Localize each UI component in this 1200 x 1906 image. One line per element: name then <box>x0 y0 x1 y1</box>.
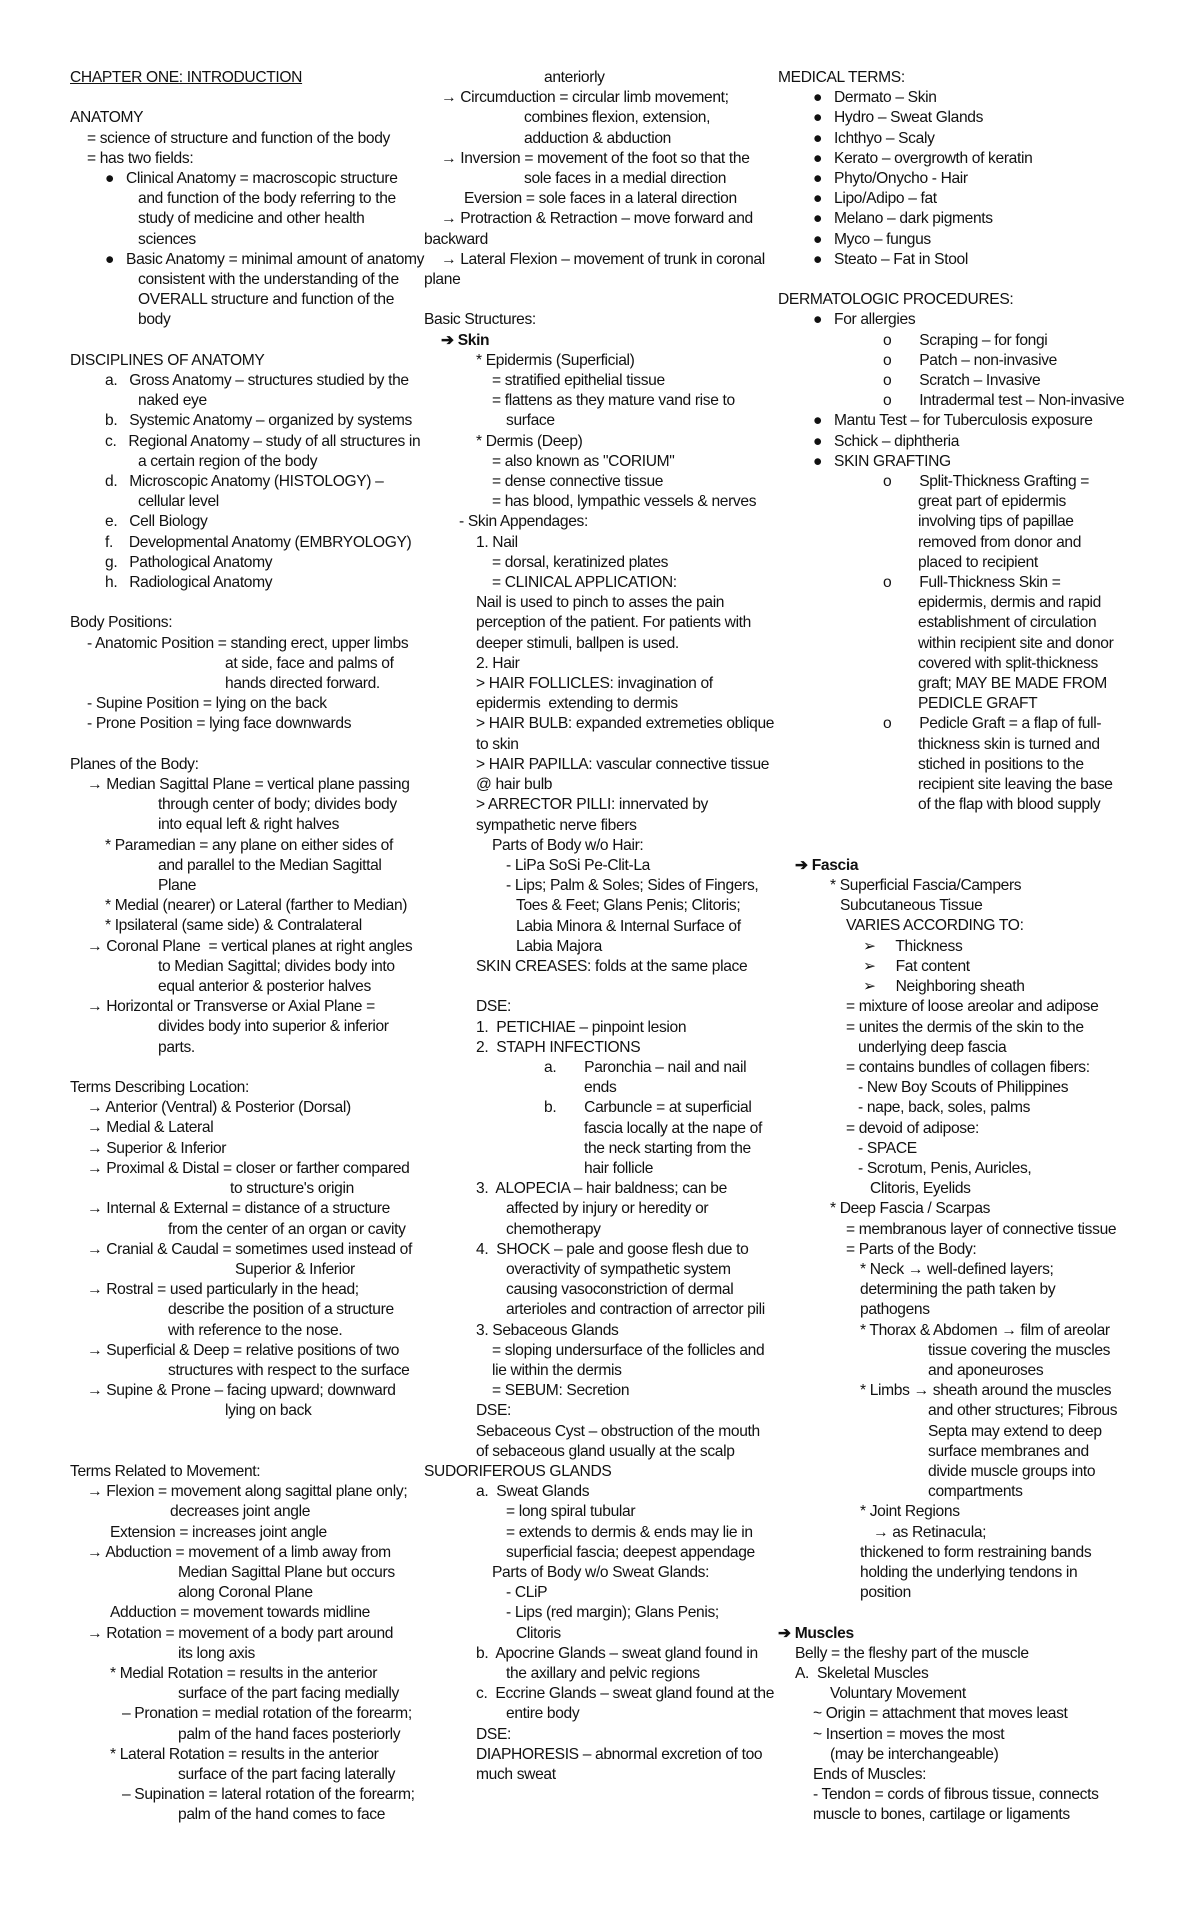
text-line: Toes & Feet; Glans Penis; Clitoris; <box>516 897 741 915</box>
text-line: equal anterior & posterior halves <box>158 978 371 996</box>
text-line: → Flexion = movement along sagittal plane only; <box>87 1483 408 1501</box>
text-line: involving tips of papillae <box>918 513 1074 531</box>
column-1 <box>70 68 425 1826</box>
text-line: Terms Describing Location: <box>70 1079 249 1097</box>
text-line <box>778 836 1130 856</box>
text-line: → Coronal Plane = vertical planes at right angles <box>87 937 413 955</box>
text-line: lying on back <box>225 1402 312 1420</box>
text-line: ends <box>584 1079 617 1097</box>
text-line: e. Cell Biology <box>105 513 208 531</box>
text-line: b. Apocrine Glands – sweat gland found in <box>476 1644 758 1662</box>
text-line: = mixture of loose areolar and adipose <box>846 998 1099 1016</box>
text-line: a. Sweat Glands <box>476 1483 590 1501</box>
text-line: Body Positions: <box>70 614 173 632</box>
text-line <box>70 1442 422 1462</box>
text-line: - Prone Position = lying face downwards <box>87 715 352 733</box>
text-line: much sweat <box>476 1766 556 1784</box>
text-line: ➢ Thickness <box>863 937 963 955</box>
text-line: Labia Majora <box>516 937 602 955</box>
text-line: to structure's origin <box>230 1180 354 1198</box>
text-line: → Horizontal or Transverse or Axial Plane = <box>87 998 375 1016</box>
text-line: ➢ Fat content <box>863 957 970 975</box>
text-line: * Medial (nearer) or Lateral (farther to Median) <box>105 897 408 915</box>
text-line: c. Regional Anatomy – study of all structures in <box>105 432 421 450</box>
text-line: → Inversion = movement of the foot so that the <box>441 149 750 167</box>
text-line: Adduction = movement towards midline <box>110 1604 370 1622</box>
text-line: thickened to form restraining bands <box>860 1543 1092 1561</box>
text-line: thickness skin is turned and <box>918 735 1100 753</box>
text-line: naked eye <box>138 392 207 410</box>
text-line: ● Hydro – Sweat Glands <box>813 109 984 127</box>
text-line: DSE: <box>476 1725 511 1743</box>
text-line: hands directed forward. <box>225 675 380 693</box>
text-line: of the flap with blood supply <box>918 796 1101 814</box>
text-line: DSE: <box>476 998 511 1016</box>
text-line: o Scraping – for fongi <box>883 331 1048 349</box>
text-line: lie within the dermis <box>492 1361 622 1379</box>
text-line: → Superficial & Deep = relative positions of two <box>87 1341 400 1359</box>
text-line: → Supine & Prone – facing upward; downward <box>87 1382 396 1400</box>
text-line: surface of the part facing laterally <box>178 1765 396 1783</box>
text-line: determining the path taken by <box>860 1281 1056 1299</box>
text-line: SUDORIFEROUS GLANDS <box>424 1462 612 1480</box>
text-line: - nape, back, soles, palms <box>858 1099 1031 1117</box>
text-line: = science of structure and function of the body <box>87 129 390 147</box>
text-line <box>70 331 422 351</box>
text-line: = long spiral tubular <box>506 1503 636 1521</box>
text-line: within recipient site and donor <box>918 634 1114 652</box>
text-line: → as Retinacula; <box>873 1523 987 1541</box>
text-line: = also known as "CORIUM" <box>492 452 675 470</box>
text-line: palm of the hand comes to face <box>178 1806 386 1824</box>
text-line: = has two fields: <box>87 149 194 167</box>
text-line: > HAIR PAPILLA: vascular connective tissue <box>476 755 770 773</box>
text-line: divides body into superior & inferior <box>158 1018 389 1036</box>
text-line: - LiPa SoSi Pe-Clit-La <box>506 856 650 874</box>
text-line: ~ Insertion = moves the most <box>813 1725 1005 1743</box>
text-line: → Rostral = used particularly in the head; <box>87 1281 359 1299</box>
text-line: 1. PETICHIAE – pinpoint lesion <box>476 1018 687 1036</box>
text-line: ANATOMY <box>70 109 144 127</box>
text-line: into equal left & right halves <box>158 816 340 834</box>
text-line: adduction & abduction <box>524 129 671 147</box>
text-line: = Parts of the Body: <box>846 1240 977 1258</box>
text-line: affected by injury or heredity or <box>506 1200 709 1218</box>
text-line: tissue covering the muscles <box>928 1341 1111 1359</box>
text-line: = dorsal, keratinized plates <box>492 553 669 571</box>
text-line: ● Melano – dark pigments <box>813 210 993 228</box>
text-line: = membranous layer of connective tissue <box>846 1220 1117 1238</box>
text-line: > ARRECTOR PILLI: innervated by <box>476 796 708 814</box>
text-line: Median Sagittal Plane but occurs <box>178 1563 395 1581</box>
text-line <box>778 1603 1130 1623</box>
text-line: = extends to dermis & ends may lie in <box>506 1523 753 1541</box>
text-line: Clitoris, Eyelids <box>870 1180 971 1198</box>
text-line: - Scrotum, Penis, Auricles, <box>858 1159 1032 1177</box>
text-line: – Pronation = medial rotation of the forearm; <box>122 1705 412 1723</box>
text-line: → Lateral Flexion – movement of trunk in coronal <box>441 250 765 268</box>
text-line: @ hair bulb <box>476 776 553 794</box>
text-line: superficial fascia; deepest appendage <box>506 1543 755 1561</box>
column-3 <box>778 68 1130 1826</box>
text-line: = dense connective tissue <box>492 473 664 491</box>
column-2 <box>424 68 776 1785</box>
text-line: a. Gross Anatomy – structures studied by the <box>105 372 409 390</box>
text-line: Parts of Body w/o Sweat Glands: <box>492 1564 710 1581</box>
text-line: > HAIR BULB: expanded extremeties oblique <box>476 715 775 733</box>
text-line: * Lateral Rotation = results in the anterior <box>110 1745 379 1763</box>
text-line: position <box>860 1584 911 1602</box>
text-line: underlying deep fascia <box>858 1038 1007 1056</box>
text-line: epidermis extending to dermis <box>476 695 678 713</box>
text-line: o Full-Thickness Skin = <box>883 574 1061 592</box>
text-line: * Ipsilateral (same side) & Contralateral <box>105 917 362 935</box>
text-line: b. Systemic Anatomy – organized by systems <box>105 412 413 430</box>
text-line: b. Carbuncle = at superficial <box>544 1099 752 1117</box>
text-line: ● Dermato – Skin <box>813 89 937 107</box>
text-line: along Coronal Plane <box>178 1584 313 1602</box>
text-line: → Protraction & Retraction – move forward and <box>441 210 753 228</box>
text-line: muscle to bones, cartilage or ligaments <box>813 1806 1070 1824</box>
text-line: → Anterior (Ventral) & Posterior (Dorsal) <box>87 1099 351 1117</box>
text-line: plane <box>424 271 461 289</box>
text-line: PEDICLE GRAFT <box>918 695 1038 713</box>
text-line: - Anatomic Position = standing erect, upper limbs <box>87 634 409 652</box>
text-line <box>70 593 422 613</box>
text-line: DIAPHORESIS – abnormal excretion of too <box>476 1745 763 1763</box>
text-line: * Neck → well-defined layers; <box>860 1260 1054 1278</box>
text-line: c. Eccrine Glands – sweat gland found at the <box>476 1685 775 1703</box>
text-line: ● Myco – fungus <box>813 230 931 248</box>
text-line: * Thorax & Abdomen → film of areolar <box>860 1321 1110 1339</box>
text-line: Terms Related to Movement: <box>70 1462 261 1480</box>
text-line: = sloping undersurface of the follicles and <box>492 1341 765 1359</box>
text-line: DISCIPLINES OF ANATOMY <box>70 351 265 369</box>
text-line: → Proximal & Distal = closer or farther compared <box>87 1159 410 1177</box>
text-line: parts. <box>158 1038 195 1056</box>
text-line: chemotherapy <box>506 1220 601 1238</box>
text-line: DERMATOLOGIC PROCEDURES: <box>778 291 1014 309</box>
text-line: → Superior & Inferior <box>87 1139 227 1157</box>
text-line: fascia locally at the nape of <box>584 1119 762 1137</box>
text-line: from the center of an organ or cavity <box>168 1220 406 1238</box>
text-line: compartments <box>928 1483 1023 1501</box>
text-line: entire body <box>506 1705 580 1723</box>
text-line: = devoid of adipose: <box>846 1119 980 1137</box>
text-line: ● Clinical Anatomy = macroscopic structure <box>105 170 398 187</box>
text-line <box>70 1422 422 1442</box>
text-line: study of medicine and other health <box>138 210 365 228</box>
text-line: - Skin Appendages: <box>459 513 588 531</box>
text-line <box>70 88 422 108</box>
text-line <box>70 1058 422 1078</box>
text-line: = stratified epithelial tissue <box>492 372 665 390</box>
text-line: * Joint Regions <box>860 1503 960 1521</box>
text-line: → Medial & Lateral <box>87 1119 214 1137</box>
text-line: DSE: <box>476 1402 511 1420</box>
text-line: sole faces in a medial direction <box>524 170 727 188</box>
text-line: holding the underlying tendons in <box>860 1563 1078 1581</box>
text-line: o Split-Thickness Grafting = <box>883 473 1090 491</box>
text-line: cellular level <box>138 493 219 511</box>
text-line: backward <box>424 230 488 248</box>
text-line: and parallel to the Median Sagittal <box>158 856 382 874</box>
text-line: Clitoris <box>516 1624 561 1642</box>
text-line: SKIN CREASES: folds at the same place <box>476 957 748 975</box>
text-line: the axillary and pelvic regions <box>506 1665 700 1683</box>
text-line: structures with respect to the surface <box>168 1361 410 1379</box>
text-line: = has blood, lympathic vessels & nerves <box>492 493 757 511</box>
text-line: → Internal & External = distance of a structure <box>87 1200 390 1218</box>
text-line: ● Mantu Test – for Tuberculosis exposure <box>813 412 1093 430</box>
text-line: = CLINICAL APPLICATION: <box>492 574 677 592</box>
text-line: combines flexion, extension, <box>524 109 711 127</box>
text-line: - New Boy Scouts of Philippines <box>858 1079 1069 1097</box>
text-line: → Circumduction = circular limb movement; <box>441 89 729 107</box>
text-line: epidermis, dermis and rapid <box>918 594 1101 612</box>
text-line <box>778 816 1130 836</box>
text-line: Basic Structures: <box>424 311 536 329</box>
text-line: pathogens <box>860 1301 930 1319</box>
text-line: overactivity of sympathetic system <box>506 1260 731 1278</box>
text-line: and other structures; Fibrous <box>928 1402 1118 1420</box>
text-line: → Median Sagittal Plane = vertical plane passing <box>87 776 410 794</box>
text-line: surface membranes and <box>928 1442 1089 1460</box>
text-line: at side, face and palms of <box>225 654 394 672</box>
text-line: = flattens as they mature vand rise to <box>492 392 735 410</box>
text-line: – Supination = lateral rotation of the forearm; <box>122 1786 415 1804</box>
text-line: stiched in positions to the <box>918 755 1084 773</box>
text-line: describe the position of a structure <box>168 1301 394 1319</box>
text-line: o Pedicle Graft = a flap of full- <box>883 715 1102 733</box>
text-line: a. Paronchia – nail and nail <box>544 1058 747 1076</box>
text-line: ● Schick – diphtheria <box>813 432 960 450</box>
text-line: o Patch – non-invasive <box>883 351 1057 369</box>
text-line: * Superficial Fascia/Campers <box>830 877 1022 895</box>
text-line: to skin <box>476 735 519 753</box>
text-line: - Supine Position = lying on the back <box>87 695 327 713</box>
text-line: = unites the dermis of the skin to the <box>846 1018 1084 1036</box>
text-line: hair follicle <box>584 1159 654 1177</box>
text-line: decreases joint angle <box>170 1503 311 1521</box>
text-line: 2. Hair <box>476 654 520 672</box>
text-line: o Scratch – Invasive <box>883 372 1041 390</box>
text-line <box>70 735 422 755</box>
text-line: graft; MAY BE MADE FROM <box>918 675 1107 693</box>
text-line: recipient site leaving the base <box>918 776 1113 794</box>
text-line <box>424 977 776 997</box>
text-line: Belly = the fleshy part of the muscle <box>795 1644 1029 1662</box>
text-line: → Cranial & Caudal = sometimes used instead of <box>87 1240 412 1258</box>
text-line: OVERALL structure and function of the <box>138 291 395 309</box>
text-line: - Lips; Palm & Soles; Sides of Fingers, <box>506 877 759 895</box>
text-line: its long axis <box>178 1644 255 1662</box>
text-line: deeper stimuli, ballpen is used. <box>476 634 679 652</box>
text-line: Extension = increases joint angle <box>110 1523 327 1541</box>
text-line: Sebaceous Cyst – obstruction of the mouth <box>476 1422 760 1440</box>
text-line: - Tendon = cords of fibrous tissue, connects <box>813 1786 1099 1804</box>
text-line: and function of the body referring to the <box>138 190 396 208</box>
text-line: to Median Sagittal; divides body into <box>158 957 395 975</box>
text-line: anteriorly <box>544 69 605 86</box>
text-line: 3. Sebaceous Glands <box>476 1321 619 1339</box>
text-line: d. Microscopic Anatomy (HISTOLOGY) – <box>105 473 384 491</box>
text-line: great part of epidermis <box>918 493 1066 511</box>
text-line: ➔ Skin <box>441 331 490 349</box>
text-line: Superior & Inferior <box>235 1260 355 1278</box>
text-line: perception of the patient. For patients with <box>476 614 751 632</box>
text-line: sympathetic nerve fibers <box>476 816 637 834</box>
text-line: covered with split-thickness <box>918 654 1098 672</box>
text-line: Labia Minora & Internal Surface of <box>516 917 741 935</box>
text-line: removed from donor and <box>918 533 1082 551</box>
text-line: Nail is used to pinch to asses the pain <box>476 594 725 612</box>
text-line: MEDICAL TERMS: <box>778 69 905 86</box>
text-line: ➢ Neighboring sheath <box>863 978 1025 996</box>
text-line: causing vasoconstriction of dermal <box>506 1281 734 1299</box>
text-line: a certain region of the body <box>138 452 318 470</box>
text-line <box>424 290 776 310</box>
text-line: * Limbs → sheath around the muscles <box>860 1382 1112 1400</box>
text-line: Planes of the Body: <box>70 755 199 773</box>
text-line: palm of the hand faces posteriorly <box>178 1725 401 1743</box>
text-line: with reference to the nose. <box>168 1321 343 1339</box>
text-line: A. Skeletal Muscles <box>795 1664 929 1682</box>
text-line: divide muscle groups into <box>928 1462 1096 1480</box>
text-line: ● Phyto/Onycho - Hair <box>813 170 968 188</box>
text-line: * Paramedian = any plane on either sides of <box>105 836 393 854</box>
text-line: ● SKIN GRAFTING <box>813 452 951 470</box>
text-line: ● Lipo/Adipo – fat <box>813 190 937 208</box>
text-line: g. Pathological Anatomy <box>105 553 273 571</box>
text-line: Eversion = sole faces in a lateral direction <box>464 190 737 208</box>
text-line: (may be interchangeable) <box>830 1745 999 1763</box>
text-line: and aponeuroses <box>928 1361 1044 1379</box>
text-line: ● For allergies <box>813 311 916 329</box>
text-line: 2. STAPH INFECTIONS <box>476 1038 641 1056</box>
text-line: Ends of Muscles: <box>813 1766 927 1783</box>
text-line: placed to recipient <box>918 553 1038 571</box>
text-line: = contains bundles of collagen fibers: <box>846 1058 1090 1076</box>
text-line: ➔ Muscles <box>778 1624 854 1642</box>
text-line: ● Steato – Fat in Stool <box>813 250 968 268</box>
text-line: = SEBUM: Secretion <box>492 1382 630 1400</box>
text-line: CHAPTER ONE: INTRODUCTION <box>70 69 303 86</box>
text-line: 3. ALOPECIA – hair baldness; can be <box>476 1180 727 1198</box>
text-line: o Intradermal test – Non-invasive <box>883 392 1125 410</box>
text-line: * Epidermis (Superficial) <box>476 351 635 369</box>
text-line: - SPACE <box>858 1139 917 1157</box>
text-line: through center of body; divides body <box>158 796 397 814</box>
text-line: * Deep Fascia / Scarpas <box>830 1200 991 1218</box>
text-line: body <box>138 311 171 329</box>
text-line: Voluntary Movement <box>830 1685 966 1703</box>
text-line: arterioles and contraction of arrector pili <box>506 1301 765 1319</box>
text-line: Parts of Body w/o Hair: <box>492 836 644 854</box>
text-line: - CLiP <box>506 1584 548 1602</box>
text-line: ➔ Fascia <box>795 856 859 874</box>
text-line: > HAIR FOLLICLES: invagination of <box>476 675 713 693</box>
text-line: - Lips (red margin); Glans Penis; <box>506 1604 719 1622</box>
text-line: surface <box>506 412 555 430</box>
text-line: f. Developmental Anatomy (EMBRYOLOGY) <box>105 533 412 551</box>
text-line: 1. Nail <box>476 533 518 551</box>
text-line: ● Basic Anatomy = minimal amount of anatomy <box>105 250 425 268</box>
text-line: the neck starting from the <box>584 1139 751 1157</box>
text-line: of sebaceous gland usually at the scalp <box>476 1442 735 1460</box>
text-line: Plane <box>158 877 197 895</box>
text-line: → Abduction = movement of a limb away from <box>87 1543 391 1561</box>
text-line: ~ Origin = attachment that moves least <box>813 1705 1068 1723</box>
text-line: sciences <box>138 230 196 248</box>
text-line: → Rotation = movement of a body part around <box>87 1624 394 1642</box>
text-line: ● Kerato – overgrowth of keratin <box>813 149 1033 167</box>
text-line: ● Ichthyo – Scaly <box>813 129 935 147</box>
text-line: Septa may extend to deep <box>928 1422 1102 1440</box>
text-line: * Medial Rotation = results in the anterior <box>110 1664 378 1682</box>
text-line: surface of the part facing medially <box>178 1685 399 1703</box>
text-line: h. Radiological Anatomy <box>105 574 273 592</box>
text-line <box>778 270 1130 290</box>
text-line: 4. SHOCK – pale and goose flesh due to <box>476 1240 749 1258</box>
text-line: * Dermis (Deep) <box>476 432 583 450</box>
text-line: consistent with the understanding of the <box>138 271 399 289</box>
text-line: VARIES ACCORDING TO: <box>846 917 1024 935</box>
text-line: establishment of circulation <box>918 614 1097 632</box>
text-line: Subcutaneous Tissue <box>840 897 983 915</box>
